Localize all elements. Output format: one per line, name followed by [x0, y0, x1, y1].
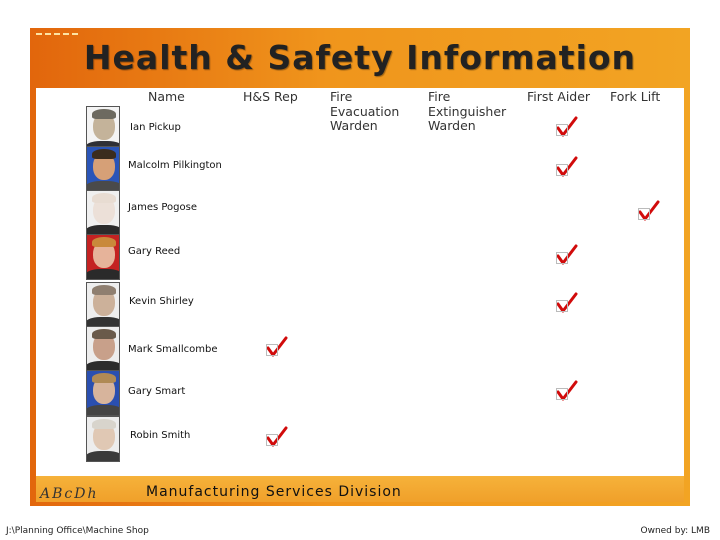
- checkmark-icon: [556, 244, 578, 266]
- checkmark-icon: [266, 336, 288, 358]
- header-fork-lift: Fork Lift: [610, 89, 661, 104]
- checkmark-icon: [556, 380, 578, 402]
- person-name: Malcolm Pilkington: [128, 160, 222, 171]
- person-photo: [86, 282, 120, 328]
- page-title: Health & Safety Information: [83, 38, 637, 77]
- person-photo: [86, 326, 120, 372]
- file-path: J:\Planning Office\Machine Shop: [6, 526, 149, 536]
- checkmark-icon: [266, 426, 288, 448]
- person-name: Robin Smith: [130, 430, 191, 441]
- person-photo: [86, 370, 120, 416]
- person-name: Mark Smallcombe: [128, 344, 218, 355]
- person-name: James Pogose: [128, 202, 197, 213]
- checkmark-icon: [638, 200, 660, 222]
- header-fire-evacuation: Fire Evacuation Warden: [330, 89, 400, 133]
- person-photo: [86, 146, 120, 192]
- logo-text: ABcDh: [40, 486, 99, 502]
- checkmark-icon: [556, 292, 578, 314]
- header-hs-rep: H&S Rep: [243, 89, 298, 104]
- person-name: Gary Reed: [128, 246, 181, 257]
- person-name: Kevin Shirley: [129, 296, 194, 307]
- checkmark-icon: [556, 156, 578, 178]
- person-name: Gary Smart: [128, 386, 186, 397]
- person-photo: [86, 190, 120, 236]
- checkmark-icon: [556, 116, 578, 138]
- owner-label: Owned by: LMB: [640, 526, 710, 536]
- header-first-aider: First Aider: [527, 89, 591, 104]
- person-photo: [86, 416, 120, 462]
- decorative-dashes: [36, 33, 78, 37]
- division-name: Manufacturing Services Division: [146, 484, 402, 500]
- person-name: Ian Pickup: [130, 122, 181, 133]
- header-name: Name: [148, 89, 185, 104]
- content-area: [36, 88, 684, 476]
- header-fire-extinguisher: Fire Extinguisher Warden: [428, 89, 507, 133]
- person-photo: [86, 234, 120, 280]
